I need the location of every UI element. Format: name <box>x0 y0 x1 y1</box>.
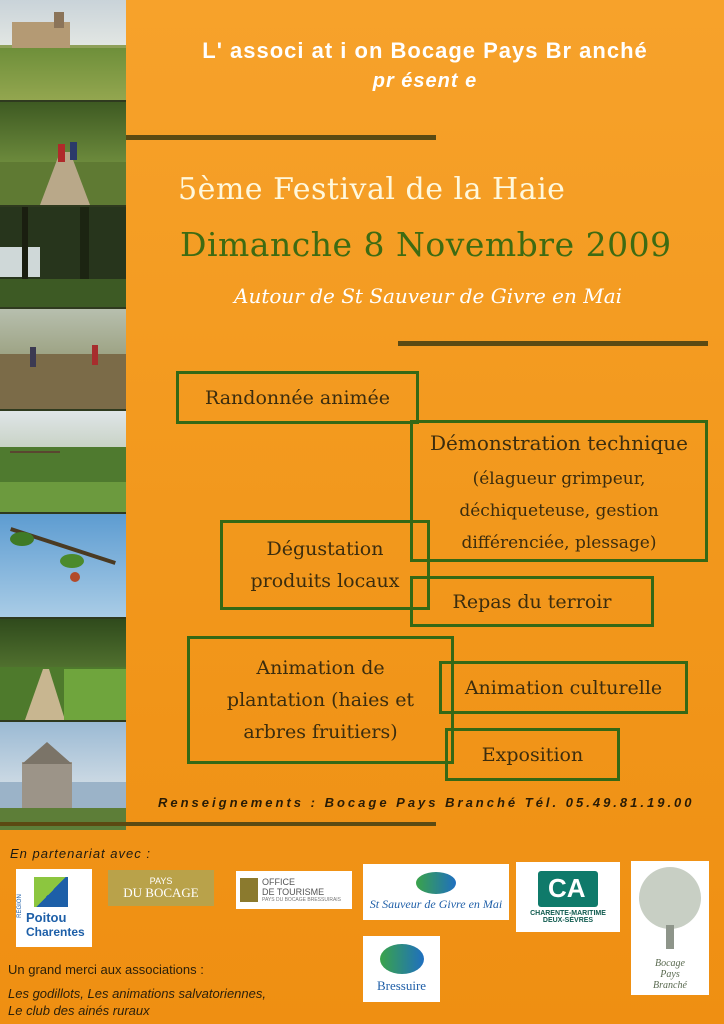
tree-icon <box>639 867 701 929</box>
logo-st-sauveur <box>363 864 509 920</box>
photo-village <box>0 0 126 100</box>
logo-bocage-line: Branché <box>653 980 687 991</box>
office-emblem-icon <box>240 878 258 902</box>
logo-office-line: PAYS DU BOCAGE BRESSUIRAIS <box>262 896 342 903</box>
contact-info: Renseignements : Bocage Pays Branché Tél. 05.49.81.19.00 <box>158 795 695 810</box>
logo-ca-line: CHARENTE-MARITIME <box>530 909 606 917</box>
divider-middle <box>398 341 708 346</box>
logo-pays-du-bocage <box>108 870 214 906</box>
logo-bressuire-text: Bressuire <box>376 978 427 993</box>
divider-bottom <box>0 822 436 826</box>
bressuire-emblem-icon <box>380 944 424 974</box>
festival-edition: 5ème Festival de la Haie <box>178 172 566 207</box>
activity-plantation <box>187 636 454 764</box>
logo-office-text <box>262 877 341 904</box>
activity-repas-label: Repas du terroir <box>452 590 612 613</box>
logo-pays-line: PAYS <box>149 876 173 886</box>
activity-culturelle-label: Animation culturelle <box>464 676 663 699</box>
logo-bressuire <box>363 936 440 1002</box>
activity-degustation-line: produits locaux <box>250 570 400 592</box>
poitou-emblem-icon <box>34 877 68 907</box>
logo-poitou-line: Poitou <box>26 910 67 925</box>
activity-plantation-line: Animation de <box>256 657 385 679</box>
activity-demonstration-detail: différenciée, plessage) <box>461 533 657 553</box>
thanks-line: Le club des ainés ruraux <box>8 1003 150 1018</box>
photo-hedge-fence <box>0 411 126 512</box>
photo-strip <box>0 0 126 830</box>
festival-date: Dimanche 8 Novembre 2009 <box>180 225 672 264</box>
photo-planting-group <box>0 309 126 409</box>
logo-office-line: DE TOURISME <box>262 886 325 897</box>
thanks-intro: Un grand merci aux associations : <box>8 962 204 977</box>
photo-chapel <box>0 722 126 830</box>
activity-demonstration-detail: (élagueur grimpeur, <box>472 469 646 489</box>
association-title: L' associ at i on Bocage Pays Br anché <box>202 38 648 63</box>
logo-office-line: OFFICE <box>262 876 295 887</box>
divider-top <box>126 135 436 140</box>
activity-demonstration-detail: déchiqueteuse, gestion <box>459 501 659 521</box>
logo-ca-line: DEUX-SÈVRES <box>542 916 594 924</box>
logo-bocage-line: Pays <box>660 969 680 980</box>
activity-plantation-line: arbres fruitiers) <box>243 721 398 743</box>
logo-bocage-line: Bocage <box>655 958 685 969</box>
activity-randonnee <box>176 371 419 424</box>
activity-degustation <box>220 520 430 610</box>
photo-fruit-branch <box>0 514 126 617</box>
logo-bocage-pays-branche <box>631 861 709 995</box>
activity-randonnee-label: Randonnée animée <box>204 386 391 409</box>
logo-office-tourisme <box>236 871 352 909</box>
logo-poitou-charentes <box>16 869 92 947</box>
logo-st-sauveur-text: St Sauveur de Givre en Mai <box>369 897 503 911</box>
st-sauveur-emblem-icon <box>416 872 456 894</box>
photo-country-lane <box>0 619 126 720</box>
activity-culturelle <box>439 661 688 714</box>
activity-exposition-label: Exposition <box>481 743 584 766</box>
logo-credit-agricole <box>516 862 620 932</box>
photo-tree-trunks <box>0 207 126 307</box>
ca-emblem-icon: CA <box>538 871 598 907</box>
photo-walkers-path <box>0 102 126 205</box>
tree-trunk-icon <box>666 925 674 949</box>
partners-label: En partenariat avec : <box>10 846 151 861</box>
activity-plantation-line: plantation (haies et <box>226 689 415 711</box>
presents-text: pr ésent e <box>372 70 478 92</box>
activity-demonstration-title: Démonstration technique <box>429 431 688 455</box>
activity-repas <box>410 576 654 627</box>
activity-degustation-line: Dégustation <box>266 538 384 560</box>
thanks-line: Les godillots, Les animations salvatoriennes, <box>8 986 266 1001</box>
festival-location: Autour de St Sauveur de Givre en Mai <box>234 284 623 308</box>
logo-poitou-side: RÉGION <box>16 894 23 918</box>
logo-poitou-line: Charentes <box>26 925 85 939</box>
activity-exposition <box>445 728 620 781</box>
activity-demonstration <box>410 420 708 562</box>
logo-pays-line: DU BOCAGE <box>123 885 199 900</box>
